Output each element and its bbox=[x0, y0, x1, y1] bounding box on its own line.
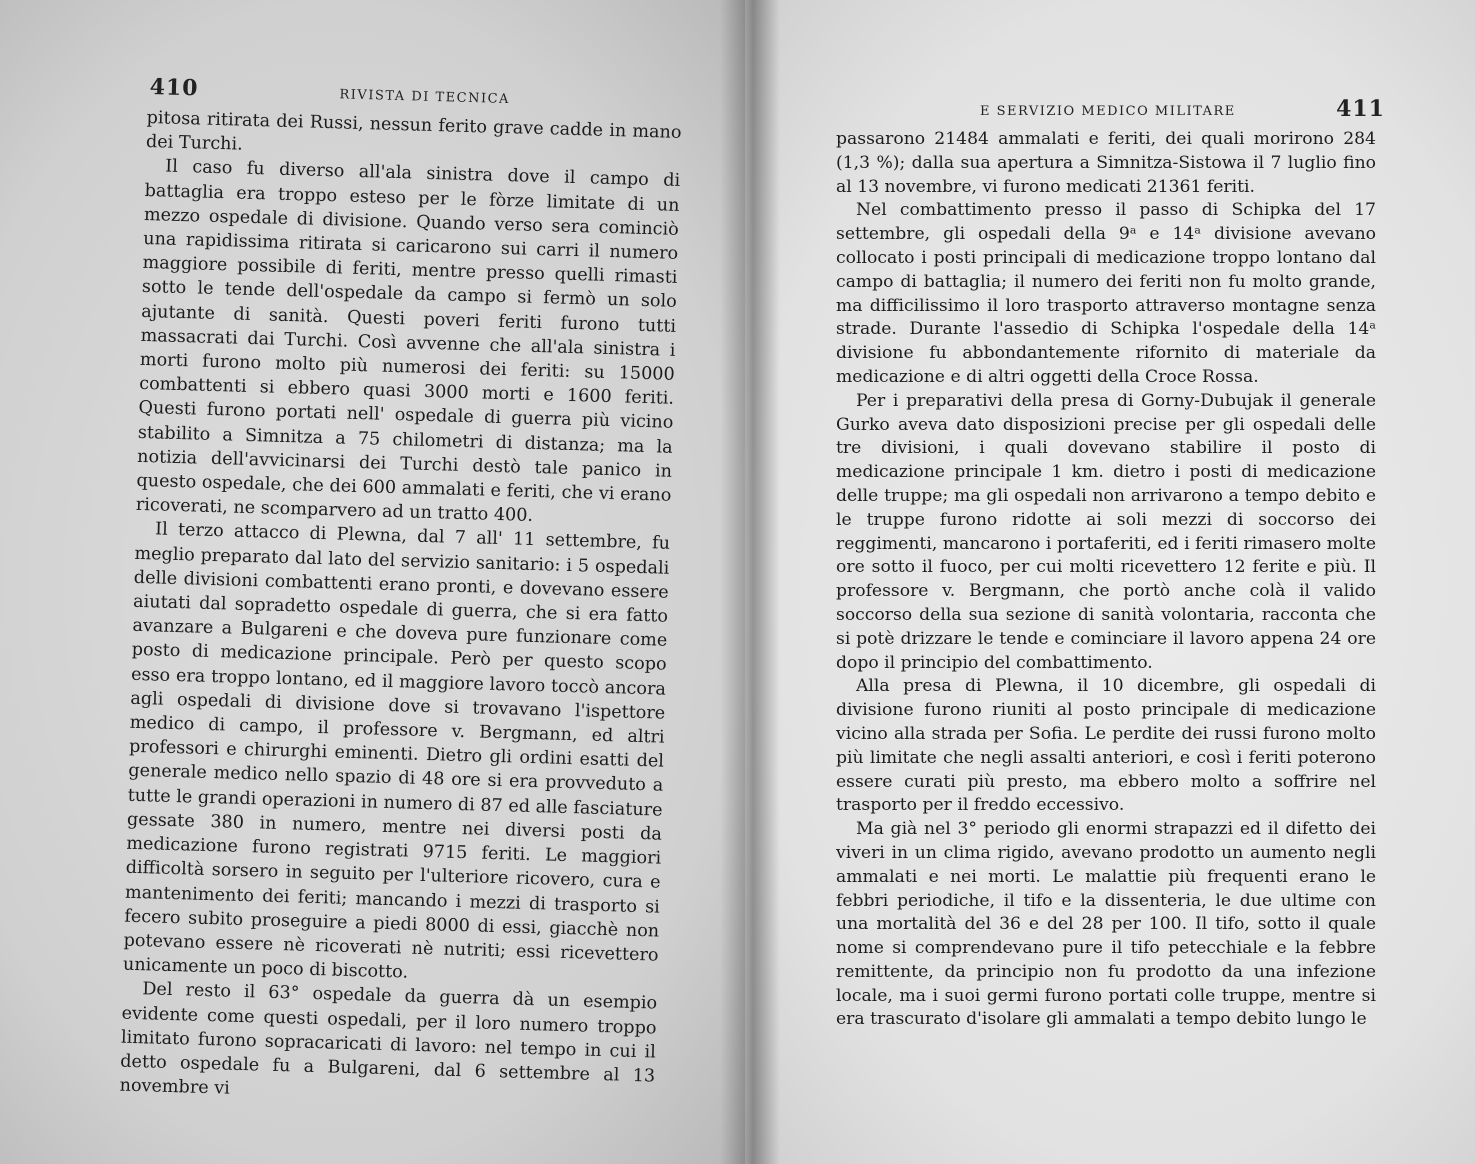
left-page-body bbox=[119, 106, 681, 1113]
paragraph: Per i preparativi della presa di Gorny-Dubujak il generale Gurko aveva dato disposizioni precise per gli ospedali delle tre divisioni, i quali dovevano stabilire il posto di medicazione principale 1 km. dietro i posti di medicazione delle truppe; ma gli ospedali non arrivarono a tempo debito e le truppe furono ridotte ai soli mezzi di soccorso dei reggimenti, mancarono i portaferiti, ed i feriti rimasero molte ore sotto il fuoco, per cui molti ricevettero 12 ferite e più. Il professore v. Bergmann, che portò anche colà il valido soccorso della sua sezione di sanità volontaria, racconta che si potè drizzare le tende e cominciare il lavoro appena 24 ore dopo il principio del combattimento. bbox=[836, 390, 1376, 673]
right-page-body bbox=[836, 128, 1376, 1032]
paragraph: Il terzo attacco di Plewna, dal 7 all' 11 settembre, fu meglio preparato dal lato del servizio sanitario: i 5 ospedali delle divisioni combattenti erano pronti, e dovevano essere aiutati dal sopradetto ospedale di guerra, che si era fatto avanzare a Bulgareni e che doveva pure funzionare come posto di medicazione principale. Però per questo scopo esso era troppo lontano, ed il maggiore lavoro toccò ancora agli ospedali di divisione dove si trovavano l'ispettore medico di campo, il professore v. Bergmann, ed altri professori e chirurghi eminenti. Dietro gli ordini esatti del generale medico nello spazio di 48 ore si era provveduto a tutte le grandi operazioni in numero di 87 ed alle fasciature gessate 380 in numero, mentre nei diversi posti da medicazione furono registrati 9715 feriti. Le maggiori difficoltà sorsero in seguito per l'ulteriore ricovero, cura e mantenimento dei feriti; mancando i mezzi di trasporto si fecero subito proseguire a piedi 8000 di essi, giacchè non potevano essere nè ricoverati nè nutriti; essi ricevettero unicamente un poco di biscotto. bbox=[122, 519, 671, 983]
page-number: 410 bbox=[149, 74, 199, 102]
running-head: E SERVIZIO MEDICO MILITARE bbox=[980, 104, 1236, 119]
right-page-header bbox=[830, 96, 1385, 126]
running-head: RIVISTA DI TECNICA bbox=[339, 87, 511, 108]
paragraph: passarono 21484 ammalati e feriti, dei quali morirono 284 (1,3 %); dalla sua apertura a Simnitza-Sistowa il 7 luglio fino al 13 novembre, vi furono medicati 21361 feriti. bbox=[836, 129, 1376, 197]
paragraph: pitosa ritirata dei Russi, nessun ferito grave cadde in mano dei Turchi. bbox=[145, 107, 682, 155]
book-gutter bbox=[720, 0, 780, 1164]
paragraph: Ma già nel 3° periodo gli enormi strapazzi ed il difetto dei viveri in un clima rigido, avevano prodotto un aumento negli ammalati e nei morti. Le malattie più frequenti erano le febbri periodiche, il tifo e la dissenteria, le due ultime con una mortalità del 36 e del 28 per 100. Il tifo, sotto il quale nome si comprendevano pure il tifo petecchiale e la febbre remittente, da principio non fu prodotto da una infezione locale, ma i suoi germi furono portati colle truppe, mentre si era trascurato d'isolare gli ammalati a tempo debito lungo le bbox=[836, 819, 1376, 1030]
paragraph: Il caso fu diverso all'ala sinistra dove il campo di battaglia era troppo esteso per le fòrze limitate di un mezzo ospedale di divisione. Quando verso sera cominciò una rapidissima ritirata si caricarono sui carri il numero maggiore possibile di feriti, mentre presso quelli rimasti sotto le tende dell'ospedale da campo si fermò un solo ajutante di sanità. Questi poveri feriti furono tutti massacrati dai Turchi. Così avvenne che all'ala sinistra i morti furono molto più numerosi dei feriti: su 15000 combattenti si ebbero quasi 3000 morti e 1600 feriti. Questi furono portati nell' ospedale di guerra più vicino stabilito a Simnitza a 75 chilometri di distanza; ma la notizia dell'avvicinarsi dei Turchi destò tale panico in questo ospedale, che dei 600 ammalati e feriti, che vi erano ricoverati, ne scomparvero ad un tratto 400. bbox=[135, 156, 681, 527]
paragraph: Del resto il 63° ospedale da guerra dà un esempio evidente come questi ospedali, per il loro numero troppo limitato furono sopracaricati di lavoro: nel tempo in cui il detto ospedale fu a Bulgareni, dal 6 settembre al 13 novembre vi bbox=[119, 979, 658, 1099]
paragraph: Nel combattimento presso il passo di Schipka del 17 settembre, gli ospedali della 9ᵃ e 14ᵃ divisione avevano collocato i posti principali di medicazione troppo lontano dal campo di battaglia; il numero dei feriti non fu molto grande, ma difficilissimo il loro trasporto attraverso montagne senza strade. Durante l'assedio di Schipka l'ospedale della 14ᵃ divisione fu abbondantemente rifornito di materiale da medicazione e di altri oggetti della Croce Rossa. bbox=[836, 200, 1376, 387]
page-number: 411 bbox=[1336, 96, 1385, 122]
paragraph: Alla presa di Plewna, il 10 dicembre, gli ospedali di divisione furono riuniti al posto principale di medicazione vicino alla strada per Sofia. Le perdite dei russi furono molto più limitate che negli assalti anteriori, e così i feriti poterono essere curati più presto, ma ebbero molto a soffrire nel trasporto per il freddo eccessivo. bbox=[836, 676, 1376, 816]
